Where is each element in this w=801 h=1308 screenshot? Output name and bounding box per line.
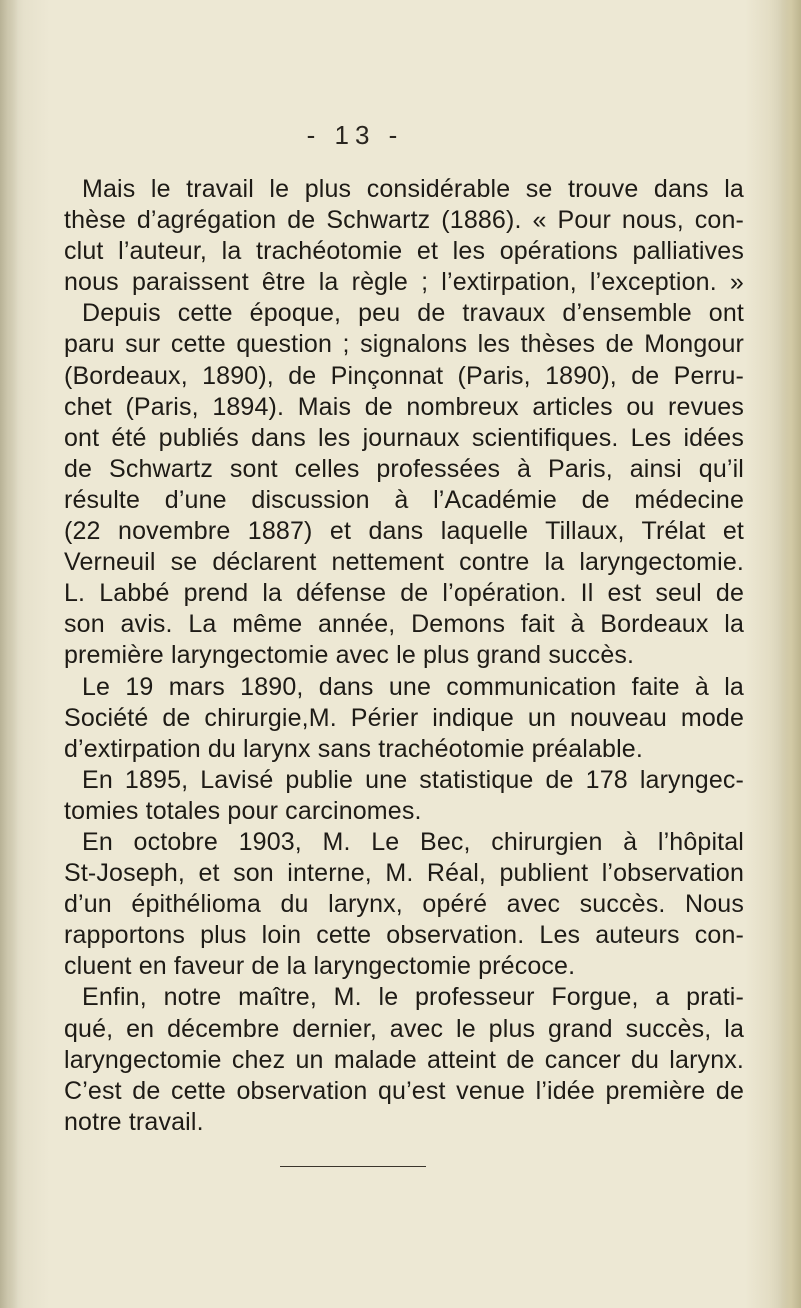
- text-line: résulte d’une discussion à l’Académie de médecine: [64, 485, 744, 514]
- text-line: Verneuil se déclarent nettement contre la laryngectomie.: [64, 548, 744, 577]
- text-line: d’un épithélioma du larynx, opéré avec succès. Nous: [64, 890, 744, 919]
- text-line: cluent en faveur de la laryngectomie précoce.: [64, 952, 576, 981]
- text-line: En octobre 1903, M. Le Bec, chirurgien à l’hôpital: [82, 827, 744, 856]
- text-line: de Schwartz sont celles professées à Paris, ainsi qu’il: [64, 454, 744, 483]
- text-line: laryngectomie chez un malade atteint de cancer du larynx.: [64, 1045, 744, 1074]
- text-line: qué, en décembre dernier, avec le plus grand succès, la: [64, 1014, 744, 1043]
- text-line: tomies totales pour carcinomes.: [64, 796, 422, 825]
- body-text: [64, 174, 744, 1138]
- text-line: rapportons plus loin cette observation. Les auteurs con-: [64, 921, 744, 950]
- text-line: chet (Paris, 1894). Mais de nombreux articles ou revues: [64, 392, 744, 421]
- text-line: St-Joseph, et son interne, M. Réal, publient l’observation: [64, 859, 744, 888]
- end-rule: [280, 1166, 426, 1167]
- text-line: Depuis cette époque, peu de travaux d’ensemble ont: [82, 299, 744, 328]
- text-line: thèse d’agrégation de Schwartz (1886). « Pour nous, con-: [64, 206, 744, 235]
- text-line: son avis. La même année, Demons fait à Bordeaux la: [64, 610, 744, 639]
- text-line: nous paraissent être la règle ; l’extirpation, l’exception. »: [64, 268, 744, 297]
- text-line: Le 19 mars 1890, dans une communication faite à la: [82, 672, 744, 701]
- text-line: première laryngectomie avec le plus grand succès.: [64, 641, 635, 670]
- text-line: paru sur cette question ; signalons les thèses de Mongour: [64, 330, 744, 359]
- text-line: (22 novembre 1887) et dans laquelle Tillaux, Trélat et: [64, 517, 744, 546]
- text-line: Société de chirurgie,M. Périer indique un nouveau mode: [64, 703, 744, 732]
- text-line: En 1895, Lavisé publie une statistique de 178 laryngec-: [82, 765, 744, 794]
- text-line: (Bordeaux, 1890), de Pinçonnat (Paris, 1890), de Perru-: [64, 361, 744, 390]
- text-line: clut l’auteur, la trachéotomie et les opérations palliatives: [64, 237, 744, 266]
- page-number: - 13 -: [306, 120, 404, 150]
- page-left-edge-shadow: [0, 0, 18, 1308]
- text-line: Mais le travail le plus considérable se trouve dans la: [82, 175, 744, 203]
- text-line: d’extirpation du larynx sans trachéotomie préalable.: [64, 734, 643, 763]
- text-line: ont été publiés dans les journaux scientifiques. Les idées: [64, 423, 744, 452]
- page-right-edge-shadow: [779, 0, 801, 1308]
- text-line: C’est de cette observation qu’est venue l’idée première de: [64, 1076, 744, 1105]
- text-line: notre travail.: [64, 1107, 204, 1136]
- text-line: Enfin, notre maître, M. le professeur Forgue, a prati-: [82, 983, 744, 1012]
- text-line: L. Labbé prend la défense de l’opération. Il est seul de: [64, 579, 744, 608]
